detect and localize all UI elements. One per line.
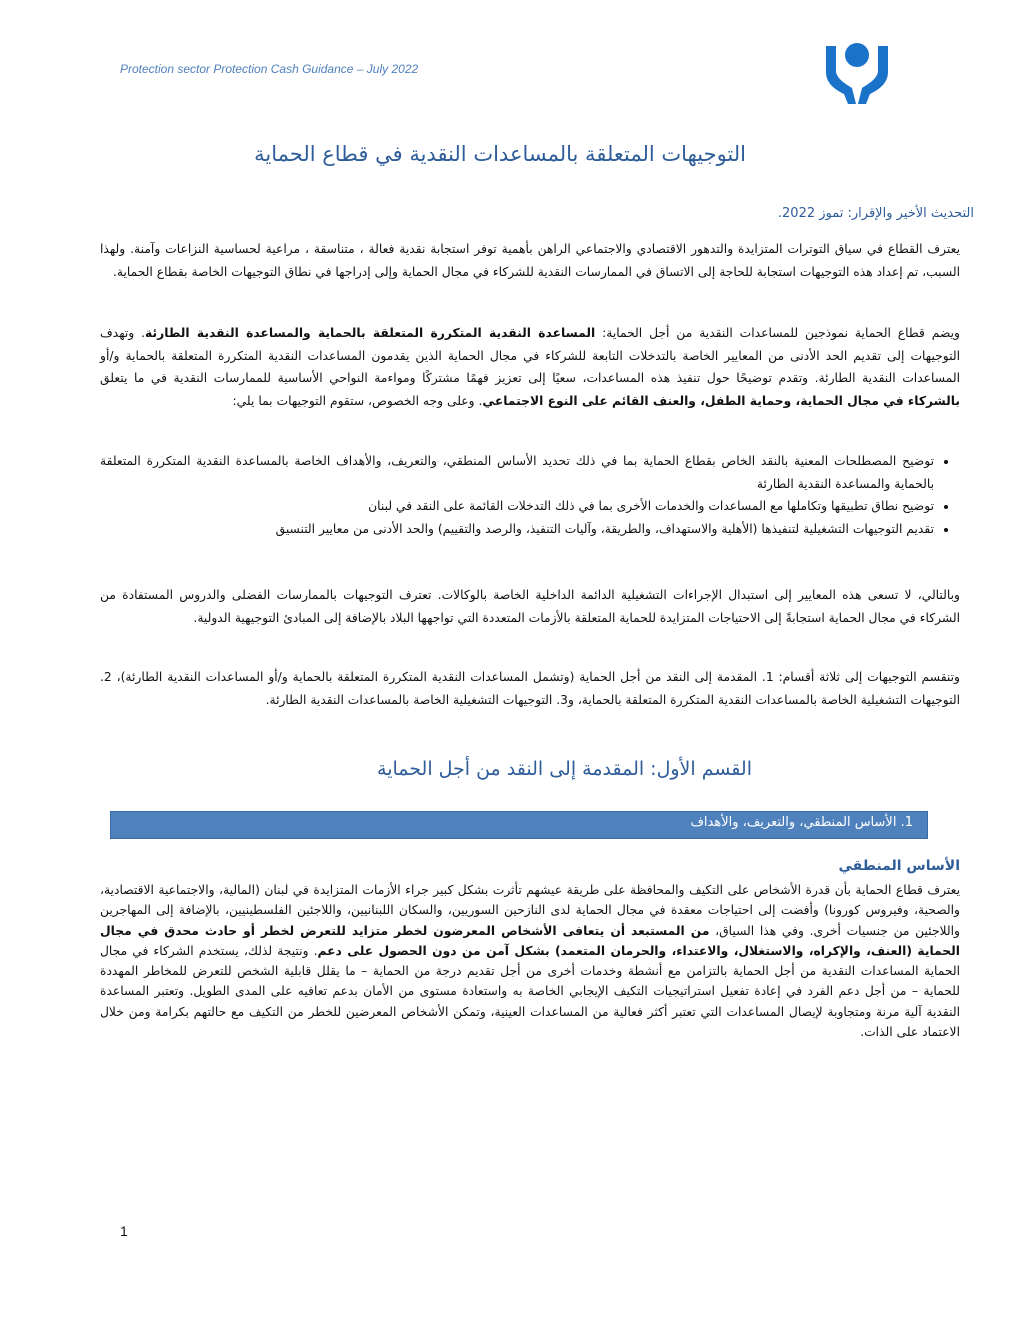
- document-title: التوجيهات المتعلقة بالمساعدات النقدية في قطاع الحماية: [254, 142, 746, 166]
- objectives-list: [100, 450, 960, 540]
- standards-paragraph: وبالتالي، لا تسعى هذه المعايير إلى استبدال الإجراءات التشغيلية الدائمة الداخلية الخاصة بالوكالات. تعترف التوجيهات بالممارسات الفضلى والدروس المستفادة من الشركاء في مجال الحماية استجابةً إلى الاحتياجات المتزايدة للحماية المتعلقة بالأزمات المتعددة التي تواجهها البلاد بالإضافة إلى المبادئ التوجيهية الدولية.: [100, 588, 960, 625]
- page-number: 1: [120, 1223, 128, 1239]
- list-item: • توضيح المصطلحات المعنية بالنقد الخاص بقطاع الحماية بما في ذلك تحديد الأساس المنطقي، والتعريف، والأهداف الخاصة بالمساعدة النقدية المتكررة المتعلقة بالحماية والمساعدة النقدية الطارئة: [100, 450, 934, 495]
- rationale-paragraph: يعترف قطاع الحماية بأن قدرة الأشخاص على التكيف والمحافظة على طريقة عيشهم تأثرت بشكل كبير جراء الأزمات المتزايدة في لبنان (المالية، والاجتماعية الاقتصادية، والصحية، وفيروس كورونا) وأفضت إلى احتياجات معقدة في مجال الحماية لدى النازحين السوريين، والسكان اللبنانيين، واللاجئين الفلسطينيين، بالإضافة إلى المهاجرين واللاجئين من جنسيات أخرى. وفي هذا السياق، من المستبعد أن يتعافى الأشخاص المعرضون لخطر متزايد للتعرض لخطر أو حادث محدق في مجال الحماية (العنف، والإكراه، والاستغلال، والاعتداء، والحرمان المتعمد) بشكل آمن من دون الحصول على دعم. ونتيجة لذلك، يستخدم الشركاء في مجال الحماية المساعدات النقدية من أجل الحماية بالتزامن مع أنشطة وخدمات أخرى من أجل تقديم درجة من الحماية – ما يقلل قابلية الشخص للتعرض للمخاطر المهددة للحماية – من أجل دعم الفرد في إعادة تفعيل استراتيجيات التكيف الإيجابي الخاصة به واستعادة مستوى من الأمان بدعم تعافيه على المدى الطويل. وتعتبر المساعدة النقدية آلية مرنة ومتجاوبة لإيصال المساعدات التي تعتبر أكثر فعالية من المساعدات العينية، وتمكن الأشخاص المعرضين للخطر من التكيف مع حالتهم بكرامة ومن خلال الاعتماد على الذات.: [100, 883, 961, 1040]
- intro-paragraph: يعترف القطاع في سياق التوترات المتزايدة والتدهور الاقتصادي والاجتماعي الراهن بأهمية توفر استجابة نقدية فعالة ، متناسقة ، مراعية لحساسية النزاعات وآمنة. ولهذا السبب، تم إعداد هذه التوجيهات استجابة للحاجة إلى الاتساق في الممارسات النقدية للشركاء في مجال الحماية وإلى إدراجها في نطاق التوجيهات الخاصة بقطاع الحماية.: [100, 242, 960, 279]
- subheading: الأساس المنطقي: [838, 858, 960, 874]
- protection-hands-icon: [822, 38, 892, 104]
- subsection-bar-label: 1. الأساس المنطقي، والتعريف، والأهداف: [690, 815, 913, 830]
- models-paragraph: ويضم قطاع الحماية نموذجين للمساعدات النقدية من أجل الحماية: المساعدة النقدية المتكررة المتعلقة بالحماية والمساعدة النقدية الطارئة. وتهدف التوجيهات إلى تقديم الحد الأدنى من المعايير الخاصة بالتدخلات التابعة للشركاء في مجال الحماية الذين يقدمون المساعدات النقدية المتكررة المتعلقة بالحماية و/أو المساعدات النقدية الطارئة. وتقدم توضيحًا حول تنفيذ هذه المساعدات، سعيًا إلى تعزيز فهمًا مشتركًا ومواءمة النواحي الأساسية للممارسات النقدية في ما يتعلق بالشركاء في مجال الحماية، وحماية الطفل، والعنف القائم على النوع الاجتماعي. وعلى وجه الخصوص، ستقوم التوجيهات بما يلي:: [100, 326, 960, 408]
- list-item: • توضيح نطاق تطبيقها وتكاملها مع المساعدات والخدمات الأخرى بما في ذلك التدخلات القائمة على النقد في لبنان: [100, 495, 934, 518]
- list-item: • تقديم التوجيهات التشغيلية لتنفيذها (الأهلية والاستهداف، والطريقة، وآليات التنفيذ، والرصد والتقييم) والحد الأدنى من معايير التنسيق: [100, 518, 934, 541]
- running-header: Protection sector Protection Cash Guidance – July 2022: [120, 62, 419, 76]
- sections-paragraph: وتنقسم التوجيهات إلى ثلاثة أقسام: 1. المقدمة إلى النقد من أجل الحماية (وتشمل المساعدات النقدية المتكررة المتعلقة بالحماية و/أو المساعدات النقدية الطارئة)، 2. التوجيهات التشغيلية الخاصة بالمساعدات النقدية المتكررة المتعلقة بالحماية، و3. التوجيهات التشغيلية الخاصة بالمساعدات النقدية الطارئة.: [100, 670, 960, 707]
- section-title: القسم الأول: المقدمة إلى النقد من أجل الحماية: [377, 758, 752, 780]
- subsection-bar: [110, 811, 928, 839]
- update-line: التحديث الأخير والإقرار: تموز 2022.: [777, 206, 974, 221]
